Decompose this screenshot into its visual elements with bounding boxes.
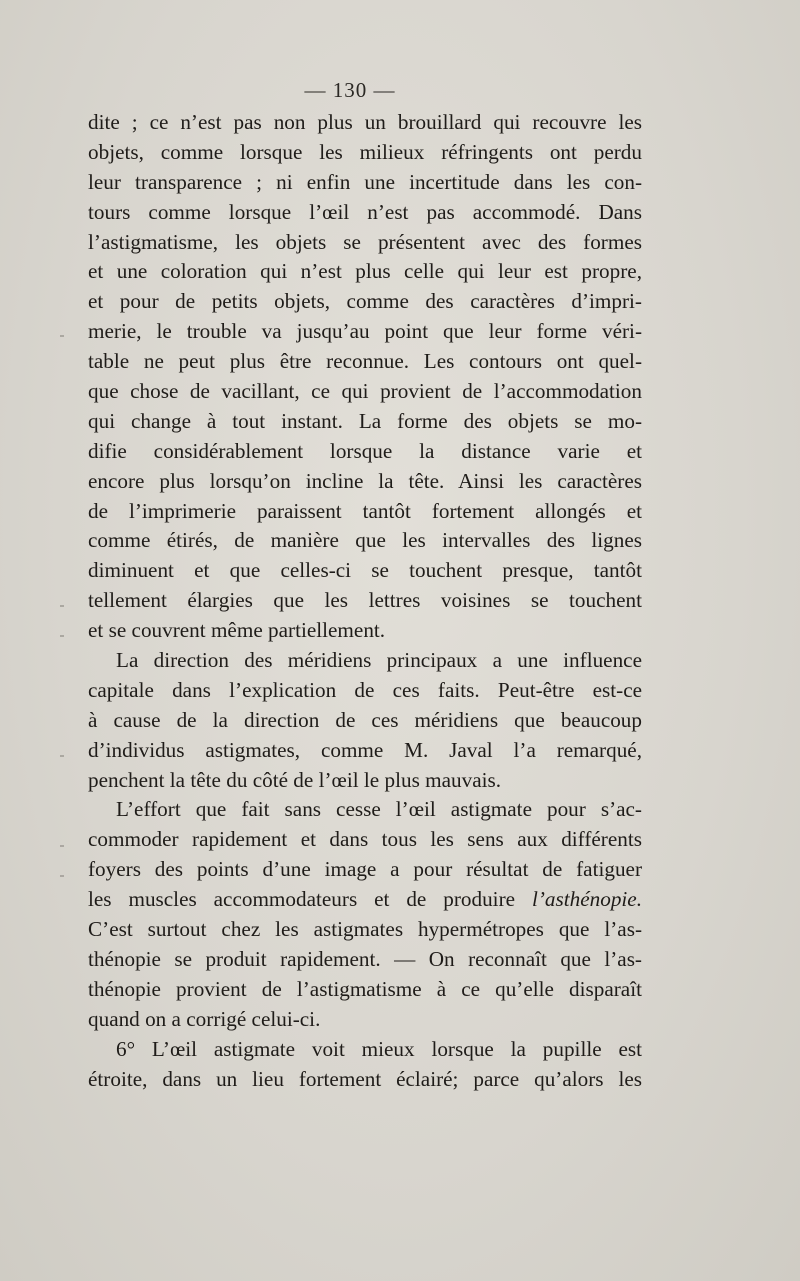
text-line: C’est surtout chez les astigmates hypermétropes que l’as- <box>88 917 642 942</box>
text-line: dite ; ce n’est pas non plus un brouillard qui recouvre les <box>88 110 642 134</box>
text-line: et une coloration qui n’est plus celle qui leur est propre, <box>88 259 642 284</box>
margin-mark <box>60 635 64 637</box>
text-line: leur transparence ; ni enfin une incertitude dans les con- <box>88 169 642 194</box>
text-line: étroite, dans un lieu fortement éclairé; parce qu’alors les <box>88 1066 642 1091</box>
text-line: merie, le trouble va jusqu’au point que leur forme véri- <box>88 319 642 344</box>
margin-mark <box>60 335 64 337</box>
page-number: — 130 — <box>304 78 396 102</box>
text-line: encore plus lorsqu’on incline la tête. Ainsi les caractères <box>88 468 642 493</box>
text-line: quand on a corrigé celui-ci. <box>88 1006 321 1031</box>
text-line-with-italic <box>88 885 642 915</box>
text-line: à cause de la direction de ces méridiens que beaucoup <box>88 707 642 732</box>
text-line: foyers des points d’une image a pour résultat de fatiguer <box>88 857 642 882</box>
margin-mark <box>60 605 64 607</box>
text-line: comme étirés, de manière que les intervalles des lignes <box>88 528 642 553</box>
text-line: 6° L’œil astigmate voit mieux lorsque la pupille est <box>116 1036 642 1061</box>
text-line: La direction des méridiens principaux a une influence <box>116 648 642 673</box>
body-text <box>88 108 642 1094</box>
margin-mark <box>60 875 64 877</box>
margin-mark <box>60 755 64 757</box>
text-line: de l’imprimerie paraissent tantôt fortement allongés et <box>88 498 642 523</box>
text-line: tours comme lorsque l’œil n’est pas accommodé. Dans <box>88 199 642 224</box>
text-line: objets, comme lorsque les milieux réfringents ont perdu <box>88 139 642 164</box>
italic-term: l’asthénopie. <box>531 887 643 912</box>
text-line: tellement élargies que les lettres voisines se touchent <box>88 588 642 613</box>
text-line: thénopie provient de l’astigmatisme à ce qu’elle disparaît <box>88 976 642 1001</box>
text-line: difie considérablement lorsque la distance varie et <box>88 438 642 463</box>
text-line: commoder rapidement et dans tous les sens aux différents <box>88 827 642 852</box>
text-line: capitale dans l’explication de ces faits. Peut-être est-ce <box>88 677 642 702</box>
text-line: diminuent et que celles-ci se touchent presque, tantôt <box>88 558 642 583</box>
margin-mark <box>60 845 64 847</box>
text-line: et se couvrent même partiellement. <box>88 618 386 643</box>
text-line: et pour de petits objets, comme des caractères d’impri- <box>88 289 642 314</box>
text-line: table ne peut plus être reconnue. Les contours ont quel- <box>88 349 642 374</box>
text-line: que chose de vacillant, ce qui provient de l’accommodation <box>88 379 642 404</box>
text-line: d’individus astigmates, comme M. Javal l’a remarqué, <box>88 737 642 762</box>
text-line: l’astigmatisme, les objets se présentent avec des formes <box>88 229 642 254</box>
text-line: L’effort que fait sans cesse l’œil astigmate pour s’ac- <box>116 797 642 822</box>
text-line: penchent la tête du côté de l’œil le plus mauvais. <box>88 767 502 792</box>
text-line: qui change à tout instant. La forme des objets se mo- <box>88 408 642 433</box>
text-line-segment: les muscles accommodateurs et de produire <box>88 887 516 912</box>
text-line: thénopie se produit rapidement. — On reconnaît que l’as- <box>88 946 642 971</box>
